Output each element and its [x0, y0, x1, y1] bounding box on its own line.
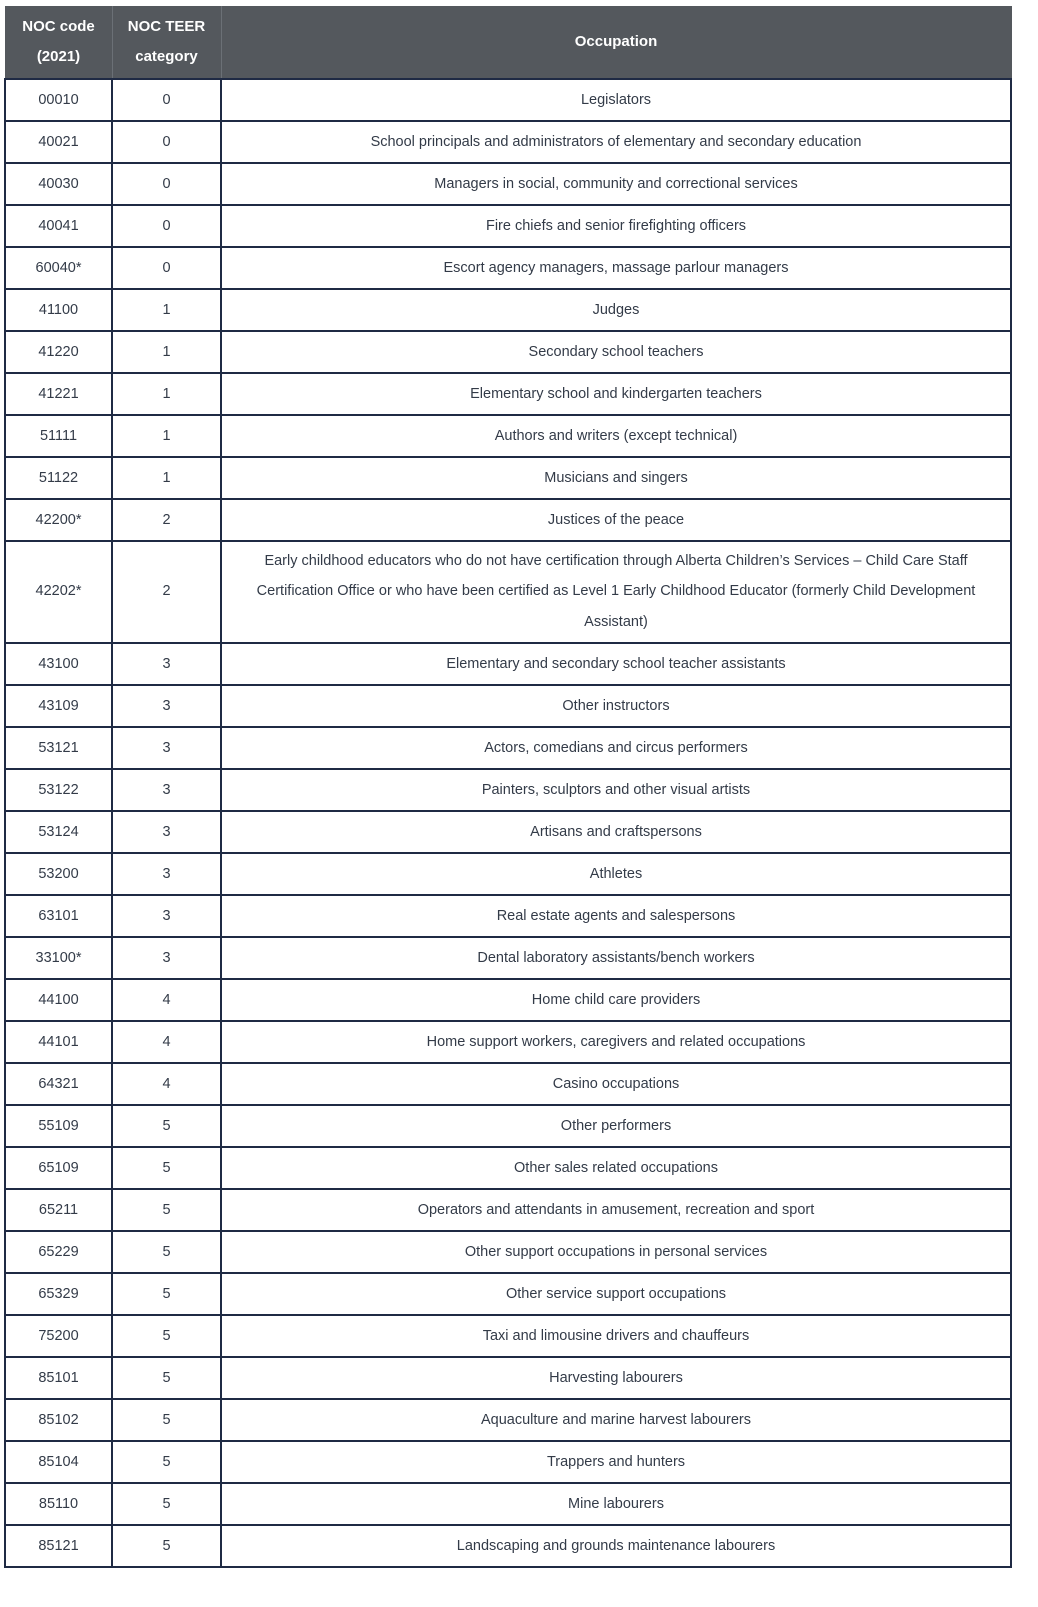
header-occupation: Occupation	[221, 7, 1011, 79]
cell-occupation: Dental laboratory assistants/bench workers	[221, 937, 1011, 979]
cell-noc-code: 85110	[5, 1483, 112, 1525]
cell-teer-category: 5	[112, 1483, 221, 1525]
cell-occupation: Operators and attendants in amusement, recreation and sport	[221, 1189, 1011, 1231]
table-row	[5, 79, 1011, 121]
table-row	[5, 1441, 1011, 1483]
cell-noc-code: 33100*	[5, 937, 112, 979]
table-row	[5, 895, 1011, 937]
table-row	[5, 979, 1011, 1021]
table-row	[5, 853, 1011, 895]
cell-noc-code: 51122	[5, 457, 112, 499]
cell-teer-category: 5	[112, 1105, 221, 1147]
table-row	[5, 685, 1011, 727]
cell-noc-code: 40041	[5, 205, 112, 247]
cell-occupation: Casino occupations	[221, 1063, 1011, 1105]
cell-noc-code: 42202*	[5, 541, 112, 643]
table-row	[5, 1105, 1011, 1147]
table-row	[5, 331, 1011, 373]
cell-noc-code: 44101	[5, 1021, 112, 1063]
cell-occupation: Taxi and limousine drivers and chauffeurs	[221, 1315, 1011, 1357]
cell-noc-code: 85102	[5, 1399, 112, 1441]
table-row	[5, 289, 1011, 331]
cell-noc-code: 65229	[5, 1231, 112, 1273]
cell-noc-code: 41220	[5, 331, 112, 373]
cell-noc-code: 75200	[5, 1315, 112, 1357]
header-teer-line2: category	[135, 48, 198, 66]
cell-teer-category: 0	[112, 205, 221, 247]
cell-occupation: Home child care providers	[221, 979, 1011, 1021]
cell-teer-category: 1	[112, 415, 221, 457]
cell-noc-code: 51111	[5, 415, 112, 457]
occupation-table-container	[4, 6, 1010, 1568]
table-row	[5, 121, 1011, 163]
table-row	[5, 1399, 1011, 1441]
table-row	[5, 1273, 1011, 1315]
cell-noc-code: 53121	[5, 727, 112, 769]
cell-noc-code: 60040*	[5, 247, 112, 289]
table-row	[5, 373, 1011, 415]
cell-noc-code: 43100	[5, 643, 112, 685]
header-noc-code	[5, 7, 112, 79]
table-row	[5, 1147, 1011, 1189]
cell-teer-category: 3	[112, 895, 221, 937]
cell-occupation: Musicians and singers	[221, 457, 1011, 499]
cell-noc-code: 40021	[5, 121, 112, 163]
cell-noc-code: 41100	[5, 289, 112, 331]
noc-occupation-table	[4, 6, 1012, 1568]
cell-teer-category: 3	[112, 769, 221, 811]
cell-noc-code: 85121	[5, 1525, 112, 1567]
cell-occupation: Mine labourers	[221, 1483, 1011, 1525]
cell-occupation: Other performers	[221, 1105, 1011, 1147]
cell-occupation: Other sales related occupations	[221, 1147, 1011, 1189]
table-row	[5, 163, 1011, 205]
cell-noc-code: 64321	[5, 1063, 112, 1105]
cell-teer-category: 0	[112, 121, 221, 163]
cell-occupation: Other support occupations in personal services	[221, 1231, 1011, 1273]
cell-occupation: Athletes	[221, 853, 1011, 895]
header-noc-code-line1: NOC code	[22, 18, 95, 36]
cell-teer-category: 4	[112, 1021, 221, 1063]
cell-teer-category: 3	[112, 853, 221, 895]
cell-teer-category: 5	[112, 1231, 221, 1273]
cell-noc-code: 85104	[5, 1441, 112, 1483]
cell-occupation: Judges	[221, 289, 1011, 331]
cell-noc-code: 65211	[5, 1189, 112, 1231]
cell-occupation: Artisans and craftspersons	[221, 811, 1011, 853]
cell-teer-category: 5	[112, 1273, 221, 1315]
cell-occupation: Escort agency managers, massage parlour managers	[221, 247, 1011, 289]
cell-teer-category: 5	[112, 1357, 221, 1399]
table-row	[5, 769, 1011, 811]
cell-noc-code: 85101	[5, 1357, 112, 1399]
cell-teer-category: 1	[112, 289, 221, 331]
cell-noc-code: 63101	[5, 895, 112, 937]
cell-teer-category: 1	[112, 457, 221, 499]
cell-teer-category: 0	[112, 163, 221, 205]
cell-teer-category: 0	[112, 247, 221, 289]
table-row	[5, 499, 1011, 541]
cell-noc-code: 53124	[5, 811, 112, 853]
cell-teer-category: 2	[112, 499, 221, 541]
cell-noc-code: 00010	[5, 79, 112, 121]
cell-occupation: Early childhood educators who do not have certification through Alberta Children’s Services – Child Care Staff Certification Office or who have been certified as Level 1 Early Childhood Educator (formerly Child Development Assistant)	[221, 541, 1011, 643]
cell-teer-category: 5	[112, 1399, 221, 1441]
cell-teer-category: 5	[112, 1315, 221, 1357]
cell-noc-code: 53122	[5, 769, 112, 811]
table-row	[5, 1021, 1011, 1063]
cell-teer-category: 5	[112, 1441, 221, 1483]
cell-occupation: Harvesting labourers	[221, 1357, 1011, 1399]
cell-teer-category: 3	[112, 727, 221, 769]
cell-occupation: Elementary school and kindergarten teachers	[221, 373, 1011, 415]
table-row	[5, 541, 1011, 643]
table-row	[5, 205, 1011, 247]
cell-teer-category: 5	[112, 1147, 221, 1189]
cell-occupation: Secondary school teachers	[221, 331, 1011, 373]
cell-occupation: Other instructors	[221, 685, 1011, 727]
cell-teer-category: 2	[112, 541, 221, 643]
table-row	[5, 1231, 1011, 1273]
cell-occupation: Trappers and hunters	[221, 1441, 1011, 1483]
cell-occupation: Aquaculture and marine harvest labourers	[221, 1399, 1011, 1441]
cell-teer-category: 3	[112, 643, 221, 685]
table-row	[5, 1189, 1011, 1231]
header-teer-category	[112, 7, 221, 79]
cell-occupation: Home support workers, caregivers and related occupations	[221, 1021, 1011, 1063]
table-body	[5, 79, 1011, 1567]
cell-teer-category: 3	[112, 811, 221, 853]
cell-teer-category: 3	[112, 685, 221, 727]
cell-noc-code: 40030	[5, 163, 112, 205]
table-row	[5, 643, 1011, 685]
cell-noc-code: 53200	[5, 853, 112, 895]
table-row	[5, 457, 1011, 499]
header-noc-code-line2: (2021)	[36, 48, 81, 66]
cell-noc-code: 65109	[5, 1147, 112, 1189]
table-header-row	[5, 7, 1011, 79]
cell-teer-category: 3	[112, 937, 221, 979]
cell-teer-category: 1	[112, 373, 221, 415]
cell-occupation: Justices of the peace	[221, 499, 1011, 541]
cell-occupation: Real estate agents and salespersons	[221, 895, 1011, 937]
cell-teer-category: 0	[112, 79, 221, 121]
cell-noc-code: 43109	[5, 685, 112, 727]
cell-occupation: Fire chiefs and senior firefighting officers	[221, 205, 1011, 247]
cell-teer-category: 4	[112, 1063, 221, 1105]
cell-occupation: Painters, sculptors and other visual artists	[221, 769, 1011, 811]
cell-noc-code: 65329	[5, 1273, 112, 1315]
cell-teer-category: 1	[112, 331, 221, 373]
cell-occupation: Authors and writers (except technical)	[221, 415, 1011, 457]
cell-occupation: Managers in social, community and correctional services	[221, 163, 1011, 205]
table-row	[5, 1483, 1011, 1525]
cell-occupation: Legislators	[221, 79, 1011, 121]
cell-noc-code: 41221	[5, 373, 112, 415]
cell-occupation: Landscaping and grounds maintenance labourers	[221, 1525, 1011, 1567]
table-row	[5, 1315, 1011, 1357]
cell-teer-category: 4	[112, 979, 221, 1021]
cell-teer-category: 5	[112, 1189, 221, 1231]
table-row	[5, 1357, 1011, 1399]
cell-occupation: Actors, comedians and circus performers	[221, 727, 1011, 769]
cell-occupation: School principals and administrators of elementary and secondary education	[221, 121, 1011, 163]
table-row	[5, 811, 1011, 853]
cell-noc-code: 44100	[5, 979, 112, 1021]
cell-noc-code: 42200*	[5, 499, 112, 541]
cell-occupation: Elementary and secondary school teacher assistants	[221, 643, 1011, 685]
cell-teer-category: 5	[112, 1525, 221, 1567]
table-row	[5, 1063, 1011, 1105]
table-row	[5, 727, 1011, 769]
table-row	[5, 1525, 1011, 1567]
cell-occupation: Other service support occupations	[221, 1273, 1011, 1315]
table-row	[5, 415, 1011, 457]
table-row	[5, 937, 1011, 979]
header-teer-line1: NOC TEER	[127, 18, 206, 36]
table-row	[5, 247, 1011, 289]
cell-noc-code: 55109	[5, 1105, 112, 1147]
